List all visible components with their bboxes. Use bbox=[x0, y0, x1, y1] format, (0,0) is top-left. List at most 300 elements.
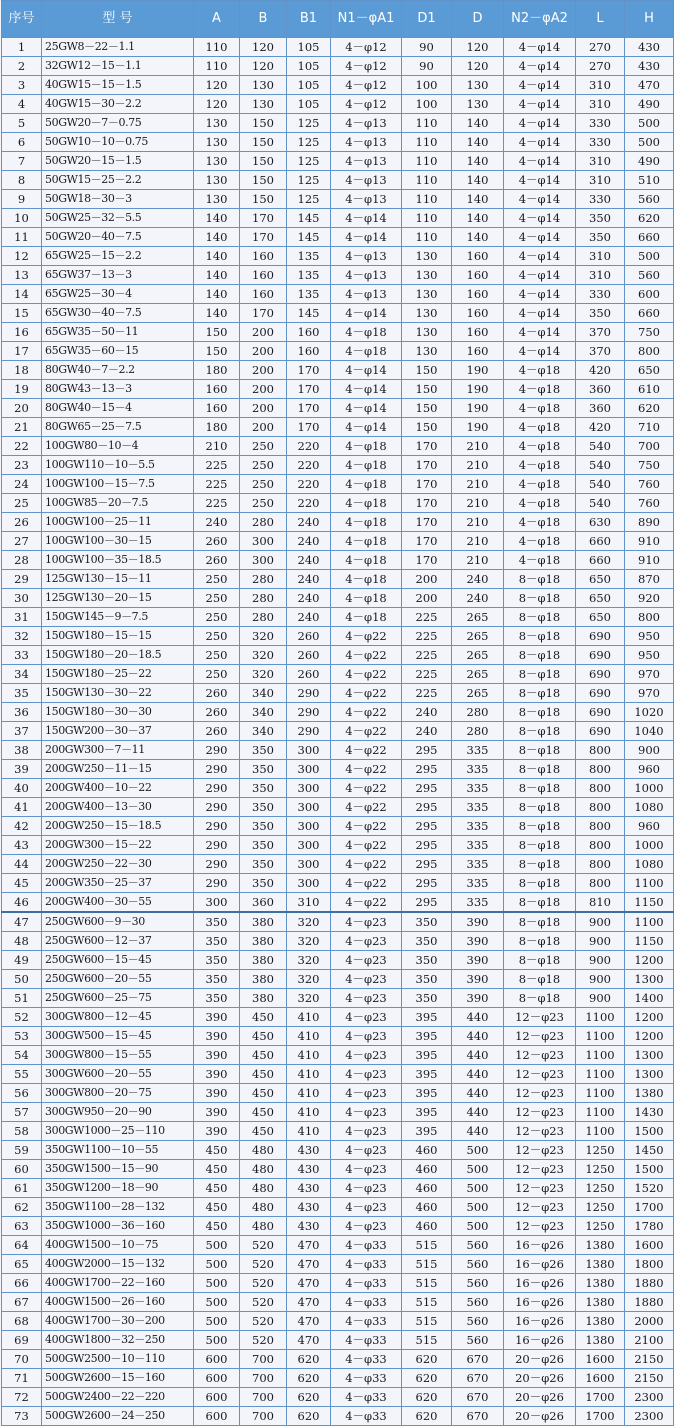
cell-h: 500 bbox=[625, 133, 674, 152]
cell-index: 37 bbox=[2, 722, 42, 741]
cell-b1: 620 bbox=[287, 1407, 331, 1426]
cell-model: 400GW1700－30－200 bbox=[42, 1312, 194, 1331]
cell-h: 800 bbox=[625, 342, 674, 361]
cell-n1-a1: 4－φ14 bbox=[331, 228, 402, 247]
cell-b1: 300 bbox=[287, 874, 331, 893]
cell-n1-a1: 4－φ14 bbox=[331, 361, 402, 380]
cell-model: 500GW2400－22－220 bbox=[42, 1388, 194, 1407]
cell-b1: 430 bbox=[287, 1198, 331, 1217]
cell-index: 4 bbox=[2, 95, 42, 114]
cell-h: 430 bbox=[625, 38, 674, 57]
cell-index: 23 bbox=[2, 456, 42, 475]
table-row bbox=[2, 722, 674, 741]
cell-d: 560 bbox=[452, 1255, 504, 1274]
cell-index: 6 bbox=[2, 133, 42, 152]
cell-n2-a2: 20－φ26 bbox=[504, 1407, 576, 1426]
cell-b: 480 bbox=[240, 1179, 287, 1198]
cell-d1: 150 bbox=[402, 380, 452, 399]
cell-n1-a1: 4－φ22 bbox=[331, 817, 402, 836]
cell-d1: 130 bbox=[402, 285, 452, 304]
cell-d: 210 bbox=[452, 437, 504, 456]
cell-d1: 130 bbox=[402, 247, 452, 266]
cell-d: 265 bbox=[452, 646, 504, 665]
cell-index: 57 bbox=[2, 1103, 42, 1122]
cell-a: 600 bbox=[194, 1407, 240, 1426]
col-b-header: B bbox=[240, 1, 287, 38]
cell-n2-a2: 4－φ14 bbox=[504, 38, 576, 57]
cell-d: 265 bbox=[452, 665, 504, 684]
cell-l: 1250 bbox=[576, 1179, 625, 1198]
cell-b: 170 bbox=[240, 228, 287, 247]
cell-h: 750 bbox=[625, 456, 674, 475]
cell-b1: 410 bbox=[287, 1065, 331, 1084]
cell-b: 450 bbox=[240, 1065, 287, 1084]
cell-model: 300GW800－20－75 bbox=[42, 1084, 194, 1103]
cell-n2-a2: 4－φ18 bbox=[504, 456, 576, 475]
cell-a: 130 bbox=[194, 171, 240, 190]
cell-a: 290 bbox=[194, 798, 240, 817]
cell-b: 380 bbox=[240, 932, 287, 951]
cell-h: 1080 bbox=[625, 798, 674, 817]
cell-n2-a2: 16－φ26 bbox=[504, 1255, 576, 1274]
cell-model: 150GW180－15－15 bbox=[42, 627, 194, 646]
table-row bbox=[2, 551, 674, 570]
cell-n2-a2: 16－φ26 bbox=[504, 1236, 576, 1255]
cell-d1: 225 bbox=[402, 684, 452, 703]
cell-d1: 295 bbox=[402, 855, 452, 874]
cell-n2-a2: 12－φ23 bbox=[504, 1027, 576, 1046]
cell-index: 27 bbox=[2, 532, 42, 551]
cell-index: 9 bbox=[2, 190, 42, 209]
cell-d: 210 bbox=[452, 532, 504, 551]
cell-l: 310 bbox=[576, 266, 625, 285]
cell-b: 280 bbox=[240, 589, 287, 608]
cell-h: 1150 bbox=[625, 893, 674, 913]
cell-d: 335 bbox=[452, 836, 504, 855]
cell-n2-a2: 12－φ23 bbox=[504, 1217, 576, 1236]
cell-index: 49 bbox=[2, 951, 42, 970]
cell-a: 150 bbox=[194, 323, 240, 342]
cell-b1: 470 bbox=[287, 1255, 331, 1274]
cell-d1: 395 bbox=[402, 1084, 452, 1103]
cell-b1: 470 bbox=[287, 1293, 331, 1312]
cell-l: 690 bbox=[576, 627, 625, 646]
cell-model: 500GW2600－24－250 bbox=[42, 1407, 194, 1426]
cell-b: 450 bbox=[240, 1122, 287, 1141]
cell-d: 140 bbox=[452, 228, 504, 247]
cell-b: 480 bbox=[240, 1141, 287, 1160]
cell-l: 1100 bbox=[576, 1122, 625, 1141]
table-row bbox=[2, 951, 674, 970]
cell-d: 130 bbox=[452, 76, 504, 95]
cell-d: 500 bbox=[452, 1179, 504, 1198]
cell-n1-a1: 4－φ23 bbox=[331, 912, 402, 932]
cell-b1: 135 bbox=[287, 266, 331, 285]
cell-h: 2100 bbox=[625, 1331, 674, 1350]
cell-a: 290 bbox=[194, 760, 240, 779]
cell-d1: 515 bbox=[402, 1312, 452, 1331]
cell-model: 100GW100－25－11 bbox=[42, 513, 194, 532]
cell-l: 1100 bbox=[576, 1065, 625, 1084]
table-body bbox=[2, 38, 674, 1426]
cell-n1-a1: 4－φ18 bbox=[331, 532, 402, 551]
table-row bbox=[2, 874, 674, 893]
cell-n2-a2: 4－φ14 bbox=[504, 266, 576, 285]
cell-index: 30 bbox=[2, 589, 42, 608]
cell-d1: 110 bbox=[402, 152, 452, 171]
cell-d1: 150 bbox=[402, 399, 452, 418]
cell-n1-a1: 4－φ18 bbox=[331, 608, 402, 627]
cell-l: 650 bbox=[576, 570, 625, 589]
col-index-header: 序号 bbox=[2, 1, 42, 38]
cell-index: 50 bbox=[2, 970, 42, 989]
cell-b1: 300 bbox=[287, 741, 331, 760]
cell-b1: 160 bbox=[287, 342, 331, 361]
cell-n2-a2: 8－φ18 bbox=[504, 817, 576, 836]
cell-l: 800 bbox=[576, 798, 625, 817]
cell-d1: 225 bbox=[402, 646, 452, 665]
cell-d: 560 bbox=[452, 1312, 504, 1331]
table-row bbox=[2, 932, 674, 951]
cell-index: 53 bbox=[2, 1027, 42, 1046]
cell-d: 120 bbox=[452, 38, 504, 57]
cell-a: 390 bbox=[194, 1046, 240, 1065]
cell-a: 450 bbox=[194, 1179, 240, 1198]
cell-d1: 515 bbox=[402, 1331, 452, 1350]
cell-index: 13 bbox=[2, 266, 42, 285]
table-row bbox=[2, 494, 674, 513]
cell-d: 265 bbox=[452, 684, 504, 703]
cell-h: 1200 bbox=[625, 1008, 674, 1027]
cell-b: 200 bbox=[240, 418, 287, 437]
cell-d: 500 bbox=[452, 1198, 504, 1217]
cell-a: 210 bbox=[194, 437, 240, 456]
cell-index: 69 bbox=[2, 1331, 42, 1350]
cell-d: 335 bbox=[452, 741, 504, 760]
cell-b1: 620 bbox=[287, 1388, 331, 1407]
cell-n1-a1: 4－φ12 bbox=[331, 57, 402, 76]
cell-a: 600 bbox=[194, 1388, 240, 1407]
cell-d: 160 bbox=[452, 266, 504, 285]
cell-d: 390 bbox=[452, 912, 504, 932]
cell-b: 480 bbox=[240, 1217, 287, 1236]
cell-index: 72 bbox=[2, 1388, 42, 1407]
cell-model: 250GW600－15－45 bbox=[42, 951, 194, 970]
cell-l: 370 bbox=[576, 342, 625, 361]
pump-spec-table bbox=[1, 0, 674, 1426]
table-row bbox=[2, 760, 674, 779]
cell-d1: 515 bbox=[402, 1293, 452, 1312]
cell-b1: 240 bbox=[287, 608, 331, 627]
cell-n2-a2: 8－φ18 bbox=[504, 932, 576, 951]
cell-d1: 295 bbox=[402, 760, 452, 779]
cell-d: 440 bbox=[452, 1027, 504, 1046]
cell-d: 210 bbox=[452, 513, 504, 532]
cell-b1: 320 bbox=[287, 912, 331, 932]
col-a-header: A bbox=[194, 1, 240, 38]
cell-h: 920 bbox=[625, 589, 674, 608]
cell-b1: 125 bbox=[287, 171, 331, 190]
table-row bbox=[2, 1255, 674, 1274]
cell-h: 470 bbox=[625, 76, 674, 95]
cell-b: 350 bbox=[240, 760, 287, 779]
cell-index: 12 bbox=[2, 247, 42, 266]
cell-b: 120 bbox=[240, 38, 287, 57]
cell-a: 140 bbox=[194, 266, 240, 285]
cell-n1-a1: 4－φ23 bbox=[331, 1160, 402, 1179]
cell-a: 390 bbox=[194, 1027, 240, 1046]
cell-n2-a2: 20－φ26 bbox=[504, 1369, 576, 1388]
cell-b: 160 bbox=[240, 285, 287, 304]
cell-b: 450 bbox=[240, 1103, 287, 1122]
cell-d: 140 bbox=[452, 152, 504, 171]
cell-b: 380 bbox=[240, 970, 287, 989]
cell-n1-a1: 4－φ23 bbox=[331, 1103, 402, 1122]
cell-h: 1780 bbox=[625, 1217, 674, 1236]
cell-model: 65GW37－13－3 bbox=[42, 266, 194, 285]
cell-n1-a1: 4－φ33 bbox=[331, 1255, 402, 1274]
cell-d: 390 bbox=[452, 932, 504, 951]
cell-b: 380 bbox=[240, 989, 287, 1008]
cell-n2-a2: 4－φ14 bbox=[504, 323, 576, 342]
cell-model: 32GW12－15－1.1 bbox=[42, 57, 194, 76]
cell-d: 210 bbox=[452, 551, 504, 570]
cell-b1: 145 bbox=[287, 209, 331, 228]
cell-d: 500 bbox=[452, 1217, 504, 1236]
cell-h: 760 bbox=[625, 494, 674, 513]
cell-n2-a2: 4－φ14 bbox=[504, 190, 576, 209]
cell-l: 310 bbox=[576, 247, 625, 266]
cell-b1: 170 bbox=[287, 361, 331, 380]
cell-a: 130 bbox=[194, 114, 240, 133]
cell-d1: 395 bbox=[402, 1122, 452, 1141]
cell-b1: 105 bbox=[287, 95, 331, 114]
cell-index: 16 bbox=[2, 323, 42, 342]
cell-l: 1380 bbox=[576, 1331, 625, 1350]
cell-n2-a2: 4－φ18 bbox=[504, 475, 576, 494]
cell-model: 50GW20－15－1.5 bbox=[42, 152, 194, 171]
cell-b1: 125 bbox=[287, 114, 331, 133]
cell-l: 690 bbox=[576, 665, 625, 684]
cell-a: 180 bbox=[194, 418, 240, 437]
cell-b1: 145 bbox=[287, 228, 331, 247]
cell-l: 1380 bbox=[576, 1312, 625, 1331]
cell-d: 560 bbox=[452, 1331, 504, 1350]
cell-a: 120 bbox=[194, 76, 240, 95]
cell-n2-a2: 8－φ18 bbox=[504, 970, 576, 989]
cell-b1: 240 bbox=[287, 589, 331, 608]
cell-d: 130 bbox=[452, 95, 504, 114]
cell-a: 350 bbox=[194, 932, 240, 951]
cell-a: 300 bbox=[194, 893, 240, 913]
table-row bbox=[2, 627, 674, 646]
cell-n2-a2: 8－φ18 bbox=[504, 855, 576, 874]
cell-h: 650 bbox=[625, 361, 674, 380]
cell-b1: 300 bbox=[287, 836, 331, 855]
cell-d1: 170 bbox=[402, 494, 452, 513]
cell-n2-a2: 4－φ14 bbox=[504, 114, 576, 133]
cell-l: 650 bbox=[576, 589, 625, 608]
cell-b: 160 bbox=[240, 266, 287, 285]
table-row bbox=[2, 703, 674, 722]
cell-b: 150 bbox=[240, 133, 287, 152]
cell-n1-a1: 4－φ13 bbox=[331, 190, 402, 209]
cell-n2-a2: 8－φ18 bbox=[504, 874, 576, 893]
cell-d1: 395 bbox=[402, 1103, 452, 1122]
cell-b1: 410 bbox=[287, 1046, 331, 1065]
cell-a: 140 bbox=[194, 209, 240, 228]
cell-d: 120 bbox=[452, 57, 504, 76]
header-row bbox=[2, 1, 674, 38]
cell-b: 150 bbox=[240, 171, 287, 190]
cell-b: 200 bbox=[240, 342, 287, 361]
cell-d: 500 bbox=[452, 1141, 504, 1160]
cell-n2-a2: 4－φ18 bbox=[504, 418, 576, 437]
cell-d: 390 bbox=[452, 970, 504, 989]
cell-h: 1100 bbox=[625, 912, 674, 932]
cell-b1: 410 bbox=[287, 1084, 331, 1103]
cell-b: 200 bbox=[240, 361, 287, 380]
cell-model: 50GW18－30－3 bbox=[42, 190, 194, 209]
cell-d: 670 bbox=[452, 1388, 504, 1407]
cell-l: 1100 bbox=[576, 1103, 625, 1122]
cell-h: 560 bbox=[625, 266, 674, 285]
cell-model: 400GW1500－26－160 bbox=[42, 1293, 194, 1312]
cell-l: 350 bbox=[576, 304, 625, 323]
cell-b: 700 bbox=[240, 1369, 287, 1388]
cell-n2-a2: 8－φ18 bbox=[504, 760, 576, 779]
cell-n1-a1: 4－φ22 bbox=[331, 760, 402, 779]
cell-b1: 240 bbox=[287, 570, 331, 589]
table-row bbox=[2, 475, 674, 494]
cell-b1: 260 bbox=[287, 665, 331, 684]
cell-d1: 200 bbox=[402, 589, 452, 608]
cell-h: 900 bbox=[625, 741, 674, 760]
cell-h: 950 bbox=[625, 646, 674, 665]
cell-n1-a1: 4－φ18 bbox=[331, 513, 402, 532]
cell-n2-a2: 8－φ18 bbox=[504, 779, 576, 798]
cell-d1: 295 bbox=[402, 874, 452, 893]
cell-b: 320 bbox=[240, 646, 287, 665]
cell-d: 560 bbox=[452, 1236, 504, 1255]
cell-n2-a2: 8－φ18 bbox=[504, 627, 576, 646]
cell-n2-a2: 4－φ14 bbox=[504, 304, 576, 323]
cell-h: 910 bbox=[625, 551, 674, 570]
cell-b1: 430 bbox=[287, 1141, 331, 1160]
cell-n1-a1: 4－φ18 bbox=[331, 437, 402, 456]
cell-d: 160 bbox=[452, 323, 504, 342]
cell-n1-a1: 4－φ23 bbox=[331, 1217, 402, 1236]
cell-d: 440 bbox=[452, 1122, 504, 1141]
cell-a: 350 bbox=[194, 989, 240, 1008]
cell-d1: 395 bbox=[402, 1046, 452, 1065]
cell-l: 1250 bbox=[576, 1141, 625, 1160]
cell-b: 350 bbox=[240, 836, 287, 855]
cell-n2-a2: 8－φ18 bbox=[504, 836, 576, 855]
cell-b1: 125 bbox=[287, 190, 331, 209]
cell-d1: 240 bbox=[402, 703, 452, 722]
cell-l: 1100 bbox=[576, 1084, 625, 1103]
cell-l: 330 bbox=[576, 133, 625, 152]
cell-n1-a1: 4－φ18 bbox=[331, 570, 402, 589]
cell-h: 660 bbox=[625, 304, 674, 323]
cell-h: 710 bbox=[625, 418, 674, 437]
cell-n1-a1: 4－φ22 bbox=[331, 836, 402, 855]
col-d-header: D bbox=[452, 1, 504, 38]
cell-h: 500 bbox=[625, 247, 674, 266]
cell-h: 1500 bbox=[625, 1160, 674, 1179]
cell-d: 190 bbox=[452, 399, 504, 418]
cell-model: 400GW1800－32－250 bbox=[42, 1331, 194, 1350]
cell-a: 130 bbox=[194, 133, 240, 152]
cell-h: 1450 bbox=[625, 1141, 674, 1160]
cell-n1-a1: 4－φ33 bbox=[331, 1236, 402, 1255]
cell-n2-a2: 4－φ14 bbox=[504, 171, 576, 190]
cell-index: 52 bbox=[2, 1008, 42, 1027]
cell-a: 390 bbox=[194, 1122, 240, 1141]
cell-n2-a2: 4－φ14 bbox=[504, 76, 576, 95]
cell-d1: 150 bbox=[402, 418, 452, 437]
cell-b1: 300 bbox=[287, 798, 331, 817]
cell-n2-a2: 8－φ18 bbox=[504, 589, 576, 608]
table-row bbox=[2, 817, 674, 836]
cell-n2-a2: 4－φ18 bbox=[504, 380, 576, 399]
cell-d1: 350 bbox=[402, 951, 452, 970]
cell-b: 200 bbox=[240, 380, 287, 399]
cell-n2-a2: 12－φ23 bbox=[504, 1046, 576, 1065]
cell-l: 900 bbox=[576, 912, 625, 932]
cell-model: 200GW400－10－22 bbox=[42, 779, 194, 798]
cell-h: 560 bbox=[625, 190, 674, 209]
cell-index: 46 bbox=[2, 893, 42, 913]
cell-index: 29 bbox=[2, 570, 42, 589]
cell-b1: 220 bbox=[287, 475, 331, 494]
cell-index: 64 bbox=[2, 1236, 42, 1255]
table-row bbox=[2, 970, 674, 989]
table-row bbox=[2, 912, 674, 932]
cell-n1-a1: 4－φ23 bbox=[331, 932, 402, 951]
cell-model: 100GW100－35－18.5 bbox=[42, 551, 194, 570]
cell-model: 200GW400－30－55 bbox=[42, 893, 194, 913]
cell-index: 51 bbox=[2, 989, 42, 1008]
cell-d: 335 bbox=[452, 817, 504, 836]
cell-a: 350 bbox=[194, 951, 240, 970]
cell-n2-a2: 4－φ14 bbox=[504, 152, 576, 171]
cell-b1: 290 bbox=[287, 684, 331, 703]
table-row bbox=[2, 1103, 674, 1122]
cell-n2-a2: 8－φ18 bbox=[504, 570, 576, 589]
cell-b: 350 bbox=[240, 874, 287, 893]
cell-index: 36 bbox=[2, 703, 42, 722]
cell-n1-a1: 4－φ13 bbox=[331, 285, 402, 304]
cell-l: 310 bbox=[576, 95, 625, 114]
cell-a: 500 bbox=[194, 1255, 240, 1274]
cell-index: 59 bbox=[2, 1141, 42, 1160]
cell-l: 1380 bbox=[576, 1293, 625, 1312]
cell-model: 200GW250－22－30 bbox=[42, 855, 194, 874]
cell-n1-a1: 4－φ33 bbox=[331, 1331, 402, 1350]
cell-l: 420 bbox=[576, 361, 625, 380]
cell-a: 290 bbox=[194, 855, 240, 874]
cell-h: 750 bbox=[625, 323, 674, 342]
table-row bbox=[2, 1369, 674, 1388]
table-row bbox=[2, 437, 674, 456]
cell-b1: 170 bbox=[287, 418, 331, 437]
cell-n2-a2: 12－φ23 bbox=[504, 1103, 576, 1122]
cell-n1-a1: 4－φ22 bbox=[331, 665, 402, 684]
table-row bbox=[2, 228, 674, 247]
cell-n2-a2: 12－φ23 bbox=[504, 1141, 576, 1160]
